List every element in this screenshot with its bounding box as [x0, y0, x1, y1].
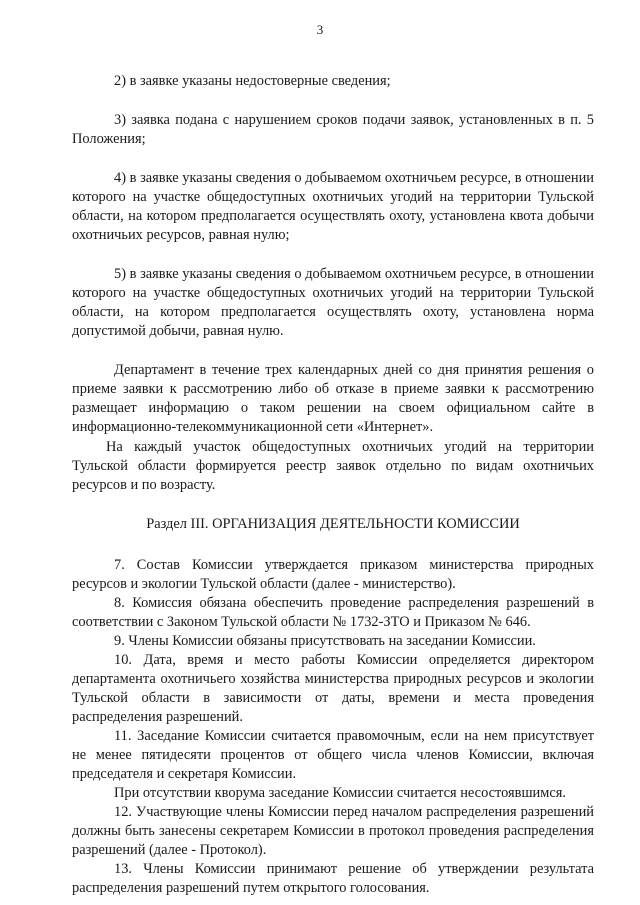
list-item-4: 4) в заявке указаны сведения о добываемом охотничьем ресурсе, в отношении которого на участке общедоступных охотничьих угодий на территории Тульской области, на котором предполагается осуществлять охоту, установлена квота добычи охотничьих ресурсов, равная нулю;	[72, 170, 594, 243]
list-item-5: 5) в заявке указаны сведения о добываемом охотничьем ресурсе, в отношении которого на участке общедоступных охотничьих угодий на территории Тульской области, на котором предполагается осуществлять охоту, установлена норма допустимой добычи, равная нулю.	[72, 266, 594, 339]
document-body	[72, 72, 594, 898]
clause-7: 7. Состав Комиссии утверждается приказом министерства природных ресурсов и экологии Тульской области (далее - министерство).	[72, 557, 594, 592]
list-item-2: 2) в заявке указаны недостоверные сведения;	[114, 73, 391, 89]
page-number: 3	[316, 22, 324, 37]
clause-8: 8. Комиссия обязана обеспечить проведение распределения разрешений в соответствии с Законом Тульской области № 1732-ЗТО и Приказом № 646.	[72, 595, 594, 630]
section-title: Раздел III. ОРГАНИЗАЦИЯ ДЕЯТЕЛЬНОСТИ КОМИССИИ	[146, 516, 520, 532]
clause-9: 9. Члены Комиссии обязаны присутствовать на заседании Комиссии.	[114, 633, 536, 649]
clause-12: 12. Участвующие члены Комиссии перед началом распределения разрешений должны быть занесены секретарем Комиссии в протокол проведения распределения разрешений (далее - Протокол).	[72, 804, 594, 858]
paragraph-registry: На каждый участок общедоступных охотничьих угодий на территории Тульской области формируется реестр заявок отдельно по видам охотничьих ресурсов и по возрасту.	[72, 439, 594, 493]
paragraph-department-notice: Департамент в течение трех календарных дней со дня принятия решения о приеме заявки к рассмотрению либо об отказе в приеме заявки к рассмотрению размещает информацию о таком решении на своем официальном сайте в информационно-телекоммуникационной сети «Интернет».	[72, 362, 594, 435]
clause-11: 11. Заседание Комиссии считается правомочным, если на нем присутствует не менее пятидесяти процентов от общего числа членов Комиссии, включая председателя и секретаря Комиссии.	[72, 728, 594, 782]
clause-quorum: При отсутствии кворума заседание Комиссии считается несостоявшимся.	[114, 785, 566, 801]
clause-10: 10. Дата, время и место работы Комиссии определяется директором департамента охотничьего хозяйства министерства природных ресурсов и экологии Тульской области в зависимости от даты, времени и места проведения распределения разрешений.	[72, 652, 594, 725]
list-item-3: 3) заявка подана с нарушением сроков подачи заявок, установленных в п. 5 Положения;	[72, 112, 594, 147]
clause-13: 13. Члены Комиссии принимают решение об утверждении результата распределения разрешений путем открытого голосования.	[72, 861, 594, 896]
